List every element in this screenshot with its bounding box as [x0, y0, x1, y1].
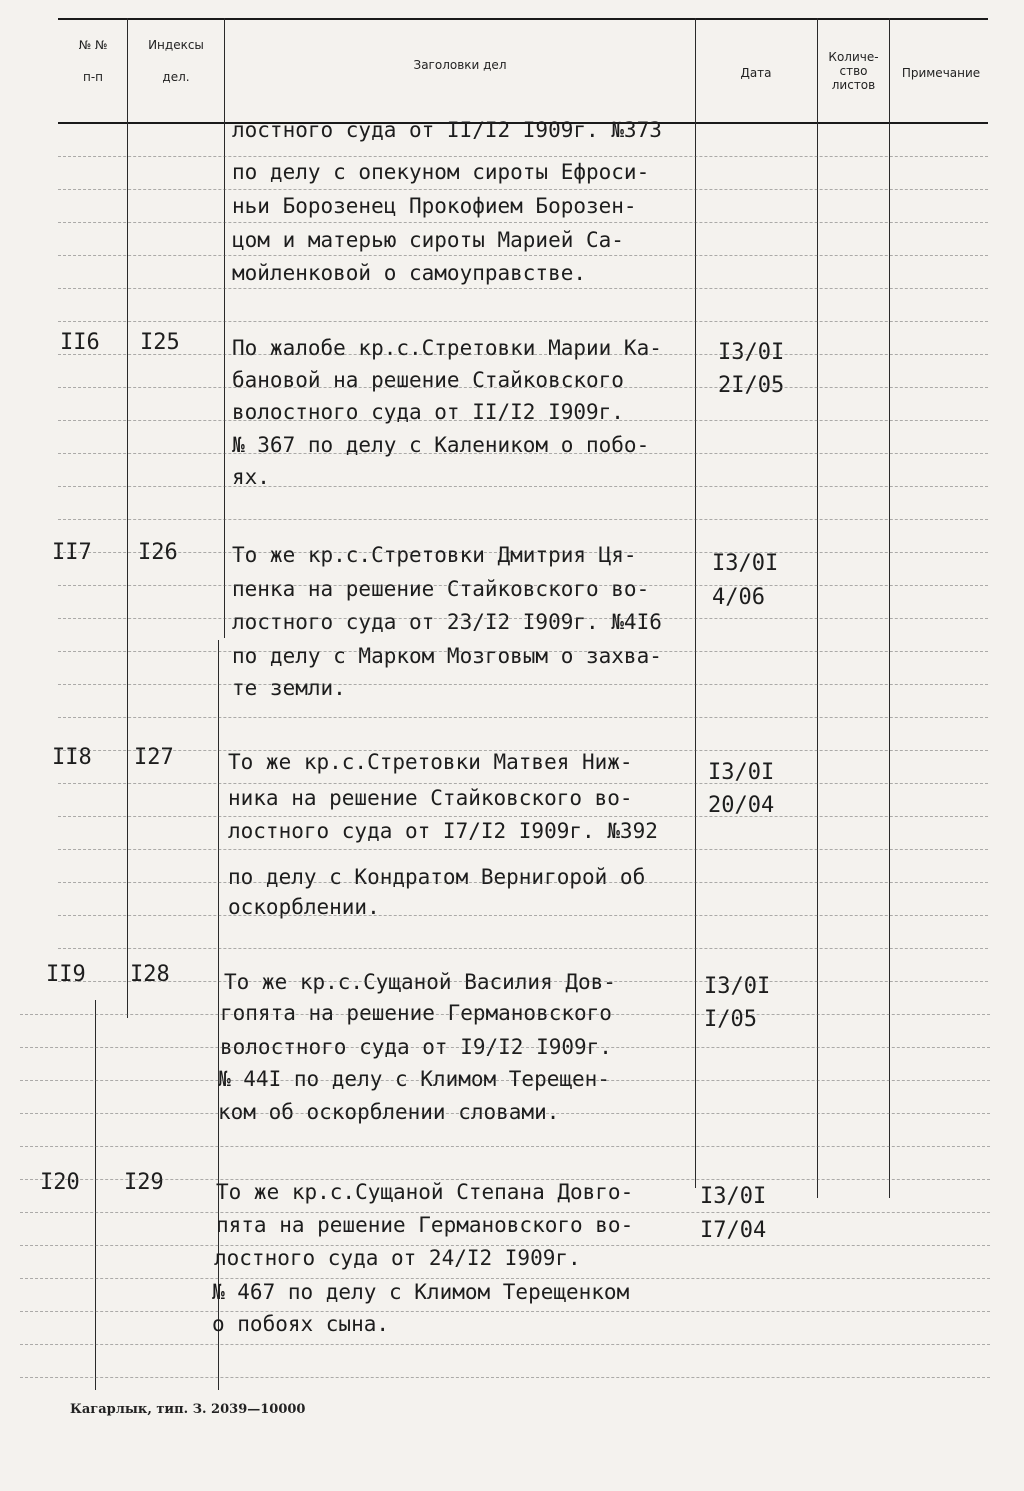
ruled-line: [20, 1014, 990, 1015]
ruled-line: [20, 1344, 990, 1345]
title-line: по делу с Марком Мозговым о захва-: [232, 644, 662, 668]
ruled-line: [20, 1047, 990, 1048]
title-line: бановой на решение Стайковского: [232, 368, 624, 392]
ruled-line: [58, 717, 988, 718]
title-line: лостного суда от 23/I2 I909г. №4I6: [232, 610, 662, 634]
ruled-line: [58, 915, 988, 916]
row-index: I28: [130, 962, 170, 987]
ruled-line: [58, 882, 988, 883]
ruled-line: [58, 948, 988, 949]
date-start: I3/0I: [718, 340, 785, 365]
ruled-line: [20, 1212, 990, 1213]
header-note: Примечание: [901, 66, 981, 80]
ruled-line: [20, 1146, 990, 1147]
ruled-line: [58, 453, 988, 454]
ruled-line: [58, 486, 988, 487]
row-number: II9: [46, 962, 86, 987]
header-sheets-2: ство: [839, 64, 868, 78]
title-line: о побоях сына.: [212, 1312, 390, 1336]
col-divider-5: [889, 18, 890, 1198]
ruled-line: [58, 618, 988, 619]
continuation-line: цом и матерью сироты Марией Са-: [232, 228, 624, 252]
ruled-line: [58, 420, 988, 421]
date-start: I3/0I: [708, 760, 775, 785]
ruled-line: [58, 750, 988, 751]
header-index: [130, 38, 222, 84]
ruled-line: [58, 387, 988, 388]
header-no-top: № №: [78, 38, 108, 52]
date-end: I7/04: [700, 1218, 767, 1243]
ruled-line: [20, 1113, 990, 1114]
ruled-line: [58, 288, 988, 289]
ruled-line: [20, 1080, 990, 1081]
title-line: лостного суда от I7/I2 I909г. №392: [228, 819, 658, 843]
title-line: волостного суда от II/I2 I909г.: [232, 400, 624, 424]
title-line: № 44I по делу с Климом Терещен-: [218, 1067, 610, 1091]
header-no: [60, 38, 126, 84]
ruled-line: [58, 354, 988, 355]
title-line: пенка на решение Стайковского во-: [232, 577, 650, 601]
col-divider-2: [224, 18, 225, 638]
header-index-bottom: дел.: [162, 70, 190, 84]
date-end: I/05: [704, 1007, 757, 1032]
title-line: гопята на решение Германовского: [220, 1001, 612, 1025]
date-start: I3/0I: [704, 974, 771, 999]
title-line: То же кр.с.Сущаной Степана Довго-: [216, 1180, 634, 1204]
date-end: 20/04: [708, 793, 775, 818]
header-sheets-1: Количе-: [828, 50, 879, 64]
col-divider-3: [695, 18, 696, 1188]
ruled-line: [20, 1377, 990, 1378]
title-line: То же кр.с.Стретовки Матвея Ниж-: [228, 750, 633, 774]
header-index-top: Индексы: [148, 38, 204, 52]
row-number: I20: [40, 1170, 80, 1195]
header-no-bottom: п-п: [82, 70, 104, 84]
row-index: I29: [124, 1170, 164, 1195]
table-top-rule: [58, 18, 988, 20]
ruled-line: [58, 816, 988, 817]
header-date: Дата: [740, 66, 772, 80]
ruled-line: [58, 255, 988, 256]
header-sheets: [819, 50, 888, 92]
title-line: оскорблении.: [228, 895, 380, 919]
row-number: II8: [52, 745, 92, 770]
row-index: I25: [140, 330, 180, 355]
header-title: Заголовки дел: [413, 58, 507, 72]
row-index: I26: [138, 540, 178, 565]
ruled-line: [20, 1179, 990, 1180]
date-start: I3/0I: [700, 1184, 767, 1209]
ruled-line: [20, 1245, 990, 1246]
ruled-line: [58, 321, 988, 322]
date-end: 4/06: [712, 585, 765, 610]
title-line: ком об оскорблении словами.: [218, 1100, 560, 1124]
title-line: по делу с Кондратом Вернигорой об: [228, 865, 646, 889]
title-line: волостного суда от I9/I2 I909г.: [220, 1035, 612, 1059]
title-line: То же кр.с.Сущаной Василия Дов-: [224, 970, 616, 994]
ruled-line: [58, 684, 988, 685]
title-line: № 367 по делу с Калеником о побо-: [232, 433, 650, 457]
date-start: I3/0I: [712, 551, 779, 576]
col-divider-1b: [95, 1000, 96, 1390]
ruled-line: [58, 585, 988, 586]
header-sheets-3: листов: [831, 78, 876, 92]
continuation-line: лостного суда от II/I2 I909г. №373: [232, 118, 662, 142]
continuation-line: мойленковой о самоуправстве.: [232, 261, 587, 285]
title-line: пята на решение Германовского во-: [216, 1213, 634, 1237]
col-divider-1: [127, 18, 128, 1018]
title-line: лостного суда от 24/I2 I909г.: [214, 1246, 581, 1270]
row-number: II6: [60, 330, 100, 355]
ruled-line: [20, 1311, 990, 1312]
ruled-line: [58, 189, 988, 190]
continuation-line: ньи Борозенец Прокофием Борозен-: [232, 194, 637, 218]
ruled-line: [58, 651, 988, 652]
ruled-line: [58, 981, 988, 982]
ruled-line: [58, 849, 988, 850]
ruled-line: [58, 783, 988, 784]
printer-imprint: Кагарлык, тип. З. 2039—10000: [70, 1402, 306, 1417]
title-line: № 467 по делу с Климом Терещенком: [212, 1280, 630, 1304]
title-line: По жалобе кр.с.Стретовки Марии Ка-: [232, 336, 662, 360]
row-index: I27: [134, 745, 174, 770]
title-line: ях.: [232, 465, 270, 489]
title-line: ника на решение Стайковского во-: [228, 786, 633, 810]
ruled-line: [58, 519, 988, 520]
ruled-line: [58, 222, 988, 223]
col-divider-4: [817, 18, 818, 1198]
ruled-line: [58, 552, 988, 553]
continuation-line: по делу с опекуном сироты Ефроси-: [232, 160, 650, 184]
title-line: те земли.: [232, 676, 346, 700]
ruled-line: [58, 156, 988, 157]
title-line: То же кр.с.Стретовки Дмитрия Ця-: [232, 543, 637, 567]
row-number: II7: [52, 540, 92, 565]
date-end: 2I/05: [718, 373, 785, 398]
ruled-line: [20, 1278, 990, 1279]
